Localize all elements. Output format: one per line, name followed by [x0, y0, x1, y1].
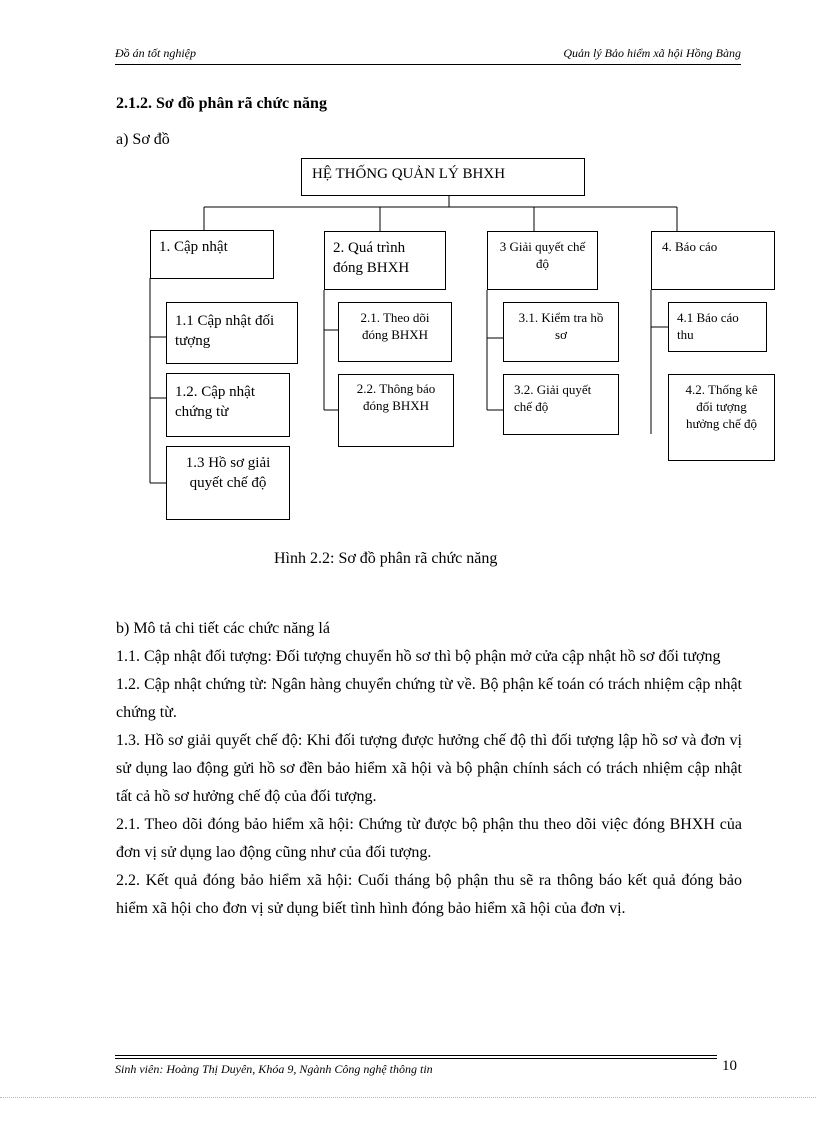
col1-title: 1. Cập nhật — [159, 239, 228, 255]
col1-title-box — [150, 230, 274, 279]
col3-title: 3 Giải quyết chế độ — [499, 239, 586, 271]
diagram-root-label: HỆ THỐNG QUẢN LÝ BHXH — [312, 166, 506, 182]
col1-item-label: 1.3 Hồ sơ giải quyết chế độ — [185, 455, 271, 491]
col1-item-box — [166, 302, 298, 364]
body-paragraph: 1.3. Hồ sơ giải quyết chế độ: Khi đối tượng được hưởng chế độ thì đối tượng lập hồ sơ và đơn vị sử dụng lao động gửi hồ sơ đền bảo hiểm xã hội và bộ phận chính sách có trách nhiệm cập nhật tất cả hồ sơ hưởng chế độ của đối tượng. — [116, 732, 742, 805]
col4-title: 4. Báo cáo — [662, 239, 718, 254]
subsection-a: a) Sơ đồ — [116, 131, 170, 148]
section-title: 2.1.2. Sơ đồ phân rã chức năng — [116, 95, 327, 112]
diagram-root-box — [301, 158, 585, 196]
col1-item-label: 1.2. Cập nhật chứng từ — [175, 384, 255, 420]
col2-title: 2. Quá trình đóng BHXH — [333, 240, 410, 276]
col3-item-box — [503, 374, 619, 435]
footer-rule — [115, 1058, 717, 1059]
col1-item-box — [166, 373, 290, 437]
figure-caption: Hình 2.2: Sơ đồ phân rã chức năng — [274, 550, 498, 567]
page-edge — [0, 1097, 816, 1098]
col3-item-label: 3.2. Giải quyết chế độ — [514, 382, 592, 414]
body-paragraph: 1.2. Cập nhật chứng từ: Ngân hàng chuyển chứng từ về. Bộ phận kế toán có trách nhiệm cập nhật chứng từ. — [116, 676, 742, 721]
page-number: 10 — [722, 1058, 737, 1074]
body-paragraph: b) Mô tả chi tiết các chức năng lá — [116, 620, 330, 637]
col1-item-label: 1.1 Cập nhật đối tượng — [175, 313, 275, 349]
col2-item-box — [338, 302, 452, 362]
body-paragraph: 2.2. Kết quả đóng bảo hiểm xã hội: Cuối tháng bộ phận thu sẽ ra thông báo kết quả đóng bảo hiểm xã hội cho đơn vị sử dụng biết tình hình đóng bảo hiểm xã hội của đơn vị. — [116, 872, 742, 917]
col2-item-label: 2.1. Theo dõi đóng BHXH — [360, 310, 430, 342]
body-paragraph: 2.1. Theo dõi đóng bảo hiểm xã hội: Chứng từ được bộ phận thu theo dõi việc đóng BHXH của đơn vị sử dụng lao động cũng như của đối tượng. — [116, 816, 742, 861]
footer-student: Sinh viên: Hoàng Thị Duyên, Khóa 9, Ngành Công nghệ thông tin — [115, 1062, 433, 1076]
header-left: Đồ án tốt nghiệp — [115, 46, 196, 60]
col3-item-label: 3.1. Kiểm tra hồ sơ — [518, 310, 604, 342]
body-text — [116, 615, 742, 923]
col2-item-label: 2.2. Thông báo đóng BHXH — [356, 381, 436, 413]
col2-title-box — [324, 231, 446, 290]
col4-item-label: 4.1 Báo cáo thu — [677, 310, 739, 342]
col4-item-box — [668, 302, 767, 352]
col4-item-box — [668, 374, 775, 461]
col4-title-box — [651, 231, 775, 290]
body-paragraph: 1.1. Cập nhật đối tượng: Đối tượng chuyển hồ sơ thì bộ phận mở cửa cập nhật hồ sơ đối tượng — [116, 648, 721, 665]
col2-item-box — [338, 374, 454, 447]
col4-item-label: 4.2. Thống kê đối tượng hưởng chế độ — [685, 382, 758, 431]
header-right: Quản lý Bảo hiểm xã hội Hồng Bàng — [563, 46, 741, 60]
col3-item-box — [503, 302, 619, 362]
col1-item-box — [166, 446, 290, 520]
footer-rule — [115, 1055, 717, 1056]
col3-title-box — [487, 231, 598, 290]
